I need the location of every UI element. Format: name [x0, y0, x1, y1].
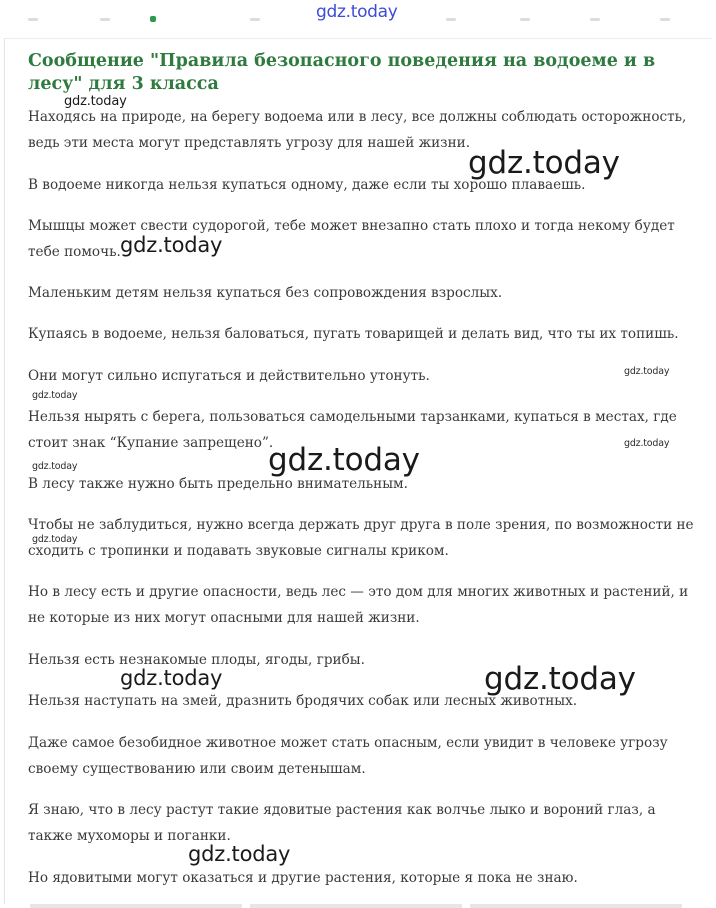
title-line-2: лесу" для 3 класса — [28, 74, 219, 94]
paragraph-line: Нельзя наступать на змей, дразнить бродячих собак или лесных животных. — [28, 693, 578, 709]
watermark: gdz.today — [32, 461, 78, 472]
top-divider — [446, 18, 456, 21]
watermark: gdz.today — [624, 438, 670, 449]
bottom-divider — [250, 904, 462, 908]
paragraph-line: сходить с тропинки и подавать звуковые сигналы криком. — [28, 543, 449, 559]
watermark: gdz.today — [268, 442, 420, 478]
top-divider — [590, 18, 600, 21]
paragraph-line: Но ядовитыми могут оказаться и другие растения, которые я пока не знаю. — [28, 870, 578, 886]
paragraph-14 — [28, 797, 698, 849]
paragraph-line: Нельзя нырять с берега, пользоваться самодельными тарзанками, купаться в местах, где — [28, 409, 677, 425]
top-divider — [250, 18, 260, 21]
paragraph-line: Нельзя есть незнакомые плоды, ягоды, грибы. — [28, 652, 365, 668]
watermark: gdz.today — [624, 366, 670, 377]
paragraph-10 — [28, 579, 698, 631]
paragraph-line: не которые из них могут опасными для нашей жизни. — [28, 610, 420, 626]
bottom-divider — [470, 904, 682, 908]
top-divider — [100, 18, 110, 21]
top-divider — [520, 18, 530, 21]
paragraph-line: тебе помочь. — [28, 244, 121, 260]
paragraph-line: Маленьким детям нельзя купаться без сопровождения взрослых. — [28, 285, 503, 301]
paragraph-line: Купаясь в водоеме, нельзя баловаться, пугать товарищей и делать вид, что ты их топишь. — [28, 326, 679, 342]
paragraph-line: Чтобы не заблудиться, нужно всегда держать друг друга в поле зрения, по возможности не — [28, 517, 694, 533]
paragraph-13 — [28, 730, 698, 782]
top-bar — [0, 0, 716, 30]
watermark: gdz.today — [120, 233, 223, 257]
paragraph-line: Даже самое безобидное животное может стать опасным, если увидит в человеке угрозу — [28, 735, 668, 751]
paragraph-line: ведь эти места могут представлять угрозу для нашей жизни. — [28, 135, 471, 151]
nav-dot-icon — [150, 16, 156, 22]
paragraph-15 — [28, 865, 698, 891]
paragraph-6 — [28, 363, 698, 389]
watermark: gdz.today — [468, 145, 620, 181]
watermark: gdz.today — [120, 666, 223, 690]
paragraph-line: Я знаю, что в лесу растут такие ядовитые растения как волчье лыко и вороний глаз, а — [28, 802, 656, 818]
paragraph-line: Они могут сильно испугаться и действительно утонуть. — [28, 368, 430, 384]
paragraph-4 — [28, 280, 698, 306]
paragraph-line: Мышцы может свести судорогой, тебе может внезапно стать плохо и тогда некому будет — [28, 218, 675, 234]
paragraph-line: Но в лесу есть и другие опасности, ведь лес — это дом для многих животных и растений, и — [28, 584, 689, 600]
paragraph-line: В лесу также нужно быть предельно внимательным. — [28, 476, 408, 492]
paragraph-line: стоит знак “Купание запрещено”. — [28, 435, 274, 451]
site-logo[interactable]: gdz.today — [316, 2, 398, 22]
watermark: gdz.today — [484, 661, 636, 697]
watermark: gdz.today — [32, 534, 78, 545]
paragraph-line: своему существованию или своим детенышам. — [28, 761, 366, 777]
paragraph-9 — [28, 512, 698, 564]
top-divider — [660, 18, 670, 21]
watermark: gdz.today — [32, 390, 78, 401]
bottom-divider — [30, 904, 242, 908]
paragraph-line: В водоеме никогда нельзя купаться одному, даже если ты хорошо плаваешь. — [28, 177, 586, 193]
article-title — [28, 50, 668, 96]
watermark: gdz.today — [64, 94, 127, 109]
top-divider — [28, 18, 38, 21]
paragraph-line: Находясь на природе, на берегу водоема или в лесу, все должны соблюдать осторожность, — [28, 109, 687, 125]
paragraph-5 — [28, 321, 698, 347]
title-line-1: Сообщение "Правила безопасного поведения на водоеме и в — [28, 51, 656, 71]
paragraph-line: также мухоморы и поганки. — [28, 828, 231, 844]
watermark: gdz.today — [188, 842, 291, 866]
